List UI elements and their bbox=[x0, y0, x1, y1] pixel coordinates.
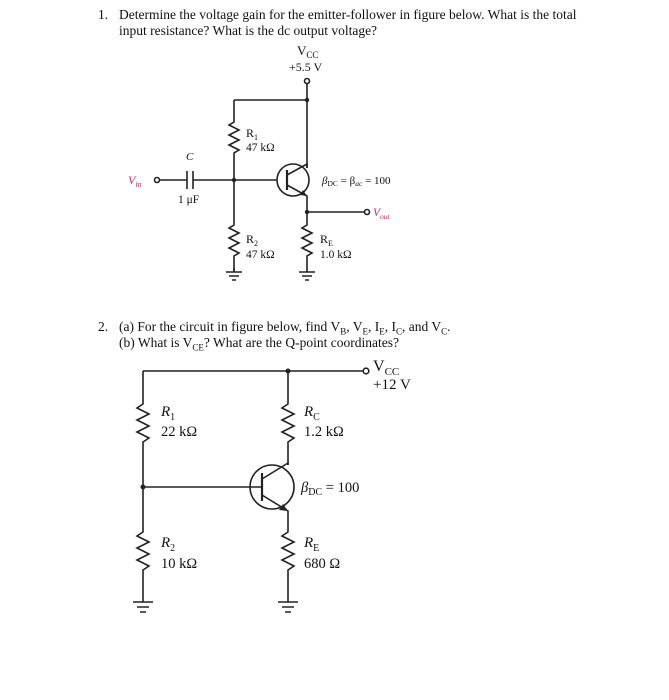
c2-rc-value: 1.2 kΩ bbox=[304, 424, 344, 440]
c2-beta-label: $\beta_{DC} = 100$ bbox=[301, 480, 360, 498]
problem-1-text-line-2: input resistance? What is the dc output voltage? bbox=[119, 23, 378, 38]
problem-2-text-line-2: (b) What is $V_{CE}$? What are the Q-point coordinates? bbox=[119, 335, 399, 353]
problem-2-text-line-1: (a) For the circuit in figure below, find $V_B$, $V_E$, $I_E$, $I_C$, and $V_C$. bbox=[119, 319, 451, 337]
c1-vcc-label: $V_{CC}$ bbox=[297, 43, 319, 60]
c2-re-ground bbox=[278, 602, 298, 612]
c1-beta-label: βDC = βac = 100 bbox=[322, 175, 391, 188]
c1-cap-name: C bbox=[186, 151, 194, 163]
c1-r1-resistor bbox=[229, 100, 239, 180]
problem-1-text-line-1: Determine the voltage gain for the emitter-follower in figure below. What is the total bbox=[119, 7, 577, 22]
c1-vcc-value: +5.5 V bbox=[289, 60, 323, 74]
c1-re-value: 1.0 kΩ bbox=[320, 249, 352, 261]
c2-rc-resistor bbox=[282, 371, 294, 465]
c1-vcc-rail bbox=[234, 84, 307, 168]
c2-r2-value: 10 kΩ bbox=[161, 556, 198, 572]
c2-r1-resistor bbox=[137, 371, 149, 487]
c2-re-name: $R_E$ bbox=[304, 535, 320, 554]
c1-r2-resistor bbox=[229, 180, 239, 272]
c2-vcc-label: $V_{CC}$ bbox=[373, 358, 400, 378]
c1-transistor-body bbox=[277, 164, 309, 196]
c2-r1-name: $R_1$ bbox=[161, 404, 176, 423]
c1-r2-name: $R_2$ bbox=[246, 232, 259, 248]
c2-r1-value: 22 kΩ bbox=[161, 424, 198, 440]
c1-cap-value: 1 μF bbox=[178, 194, 200, 206]
c1-vin-label: $V_{in}$ bbox=[128, 173, 142, 189]
c1-transistor-emitter bbox=[287, 185, 307, 212]
c1-r1-name: $R_1$ bbox=[246, 126, 259, 142]
c1-r2-value: 47 kΩ bbox=[246, 249, 275, 261]
c1-vout-terminal bbox=[365, 210, 370, 215]
c1-re-resistor bbox=[302, 212, 312, 272]
problem-1-number: 1. bbox=[98, 7, 109, 22]
c1-re-ground bbox=[299, 272, 315, 280]
c2-rc-name: $R_C$ bbox=[304, 404, 320, 423]
c1-vout-label: $V_{out}$ bbox=[373, 207, 390, 221]
c1-re-name: $R_E$ bbox=[320, 232, 333, 248]
c1-vcc-node bbox=[305, 98, 309, 102]
c2-re-resistor bbox=[282, 520, 294, 602]
c2-vcc-terminal bbox=[363, 368, 369, 374]
c2-r2-name: $R_2$ bbox=[161, 535, 176, 554]
c2-re-value: 680 Ω bbox=[304, 556, 341, 572]
c2-r2-ground bbox=[133, 602, 153, 612]
c1-vin-terminal bbox=[155, 178, 160, 183]
c2-vcc-value: +12 V bbox=[373, 377, 411, 393]
c1-capacitor bbox=[187, 171, 193, 189]
problem-2-number: 2. bbox=[98, 319, 109, 334]
c1-r2-ground bbox=[226, 268, 242, 280]
c2-r2-resistor bbox=[137, 487, 149, 602]
c1-vcc-terminal bbox=[305, 79, 310, 84]
c1-r1-value: 47 kΩ bbox=[246, 142, 275, 154]
